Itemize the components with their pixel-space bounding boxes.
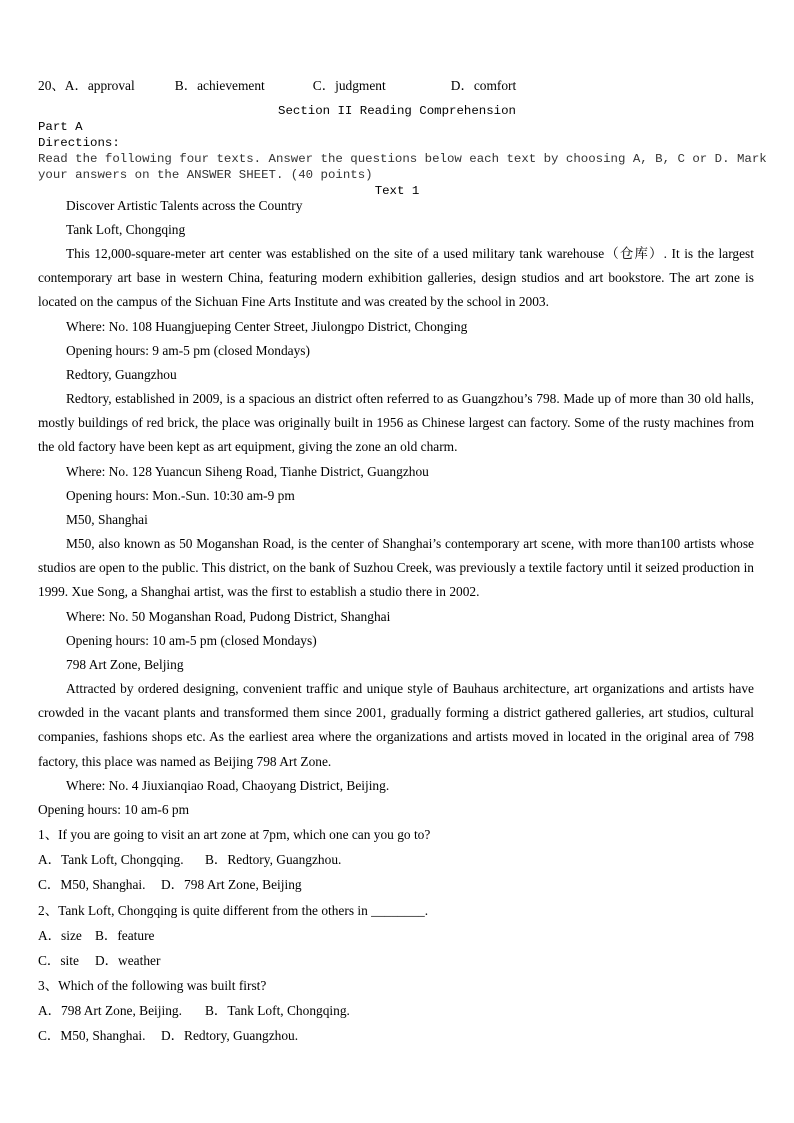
option-b: B．Tank Loft, Chongqing. <box>205 1003 350 1018</box>
option-c: C．M50, Shanghai. <box>38 1028 146 1043</box>
question-stem: 2、Tank Loft, Chongqing is quite different from the others in ________. <box>38 903 429 918</box>
option-d: D．Redtory, Guangzhou. <box>161 1028 299 1043</box>
venue-address: Where: No. 50 Moganshan Road, Pudong District, Shanghai <box>66 609 391 624</box>
venue-hours: Opening hours: 10 am-5 pm (closed Mondays) <box>66 633 317 648</box>
question-options-row <box>38 877 302 893</box>
question-stem: 1、If you are going to visit an art zone at 7pm, which one can you go to? <box>38 827 431 842</box>
question-options-row <box>38 1028 298 1044</box>
question-number: 20、 <box>38 78 65 93</box>
section-title: Section II Reading Comprehension <box>278 104 516 118</box>
venue-hours: Opening hours: 9 am-5 pm (closed Mondays) <box>66 343 310 358</box>
option-d: D．comfort <box>450 78 517 93</box>
venue-address: Where: No. 4 Jiuxianqiao Road, Chaoyang District, Beijing. <box>66 778 390 793</box>
option-b: B．achievement <box>174 78 265 93</box>
venue-name: 798 Art Zone, Beljing <box>66 657 184 672</box>
venue-name: M50, Shanghai <box>66 512 148 527</box>
option-d: D．weather <box>95 953 161 968</box>
question-options-row <box>38 928 155 944</box>
venue-description: M50, also known as 50 Moganshan Road, is the center of Shanghai’s contemporary art scene, with more than100 artists whose studios are open to the public. This district, on the bank of Suzhou Creek, was previously a textile factory until it seized production in 1999. Xue Song, a Shanghai artist, was the first to establish a studio there in 2002. <box>38 536 754 600</box>
venue-hours: Opening hours: Mon.-Sun. 10:30 am-9 pm <box>66 488 295 503</box>
venue-name: Tank Loft, Chongqing <box>66 222 186 237</box>
option-c: C．site <box>38 953 79 968</box>
venue-description: This 12,000-square-meter art center was established on the site of a used military tank warehouse（仓库）. It is the largest contemporary art base in western China, featuring modern exhibition galleries, design studios and art bookstore. The art zone is located on the campus of the Sichuan Fine Arts Institute and was created by the school in 2003. <box>38 246 754 310</box>
venue-address: Where: No. 128 Yuancun Siheng Road, Tianhe District, Guangzhou <box>66 464 429 479</box>
option-b: B．Redtory, Guangzhou. <box>205 852 342 867</box>
text-heading: Discover Artistic Talents across the Country <box>66 198 303 213</box>
question-20 <box>38 78 516 94</box>
venue-hours: Opening hours: 10 am-6 pm <box>38 802 189 817</box>
option-c: C．judgment <box>312 78 386 93</box>
option-a: A．798 Art Zone, Beijing. <box>38 1003 182 1018</box>
directions-line-1: Read the following four texts. Answer the questions below each text by choosing A, B, C or D. Mark <box>38 152 767 166</box>
option-a: A．size <box>38 928 82 943</box>
question-options-row <box>38 852 341 868</box>
option-a: A．approval <box>64 78 135 93</box>
venue-name: Redtory, Guangzhou <box>66 367 177 382</box>
venue-description: Attracted by ordered designing, convenient traffic and unique style of Bauhaus architecture, art organizations and artists have crowded in the vacant plants and transformed them since 2001, gradually forming a district gathered galleries, art studios, cultural companies, fashions shops etc. As the earliest area where the organizations and artists moved in located in the original area of 798 factory, this place was named as Beijing 798 Art Zone. <box>38 681 754 769</box>
option-a: A．Tank Loft, Chongqing. <box>38 852 184 867</box>
directions-line-2: your answers on the ANSWER SHEET. (40 points) <box>38 168 373 182</box>
venue-description: Redtory, established in 2009, is a spacious an district often referred to as Guangzhou’s 798. Made up of more than 30 old halls, mostly buildings of red brick, the place was originally built in 1956 as Chinese largest can factory. Some of the rusty machines from the old factory have been kept as art equipment, giving the zone an old charm. <box>38 391 754 455</box>
text-label: Text 1 <box>374 184 420 198</box>
option-c: C．M50, Shanghai. <box>38 877 146 892</box>
venue-address: Where: No. 108 Huangjueping Center Street, Jiulongpo District, Chonging <box>66 319 468 334</box>
question-options-row <box>38 1003 350 1019</box>
part-label: Part A <box>38 120 83 134</box>
question-stem: 3、Which of the following was built first? <box>38 978 267 993</box>
question-options-row <box>38 953 160 969</box>
directions-label: Directions: <box>38 136 120 150</box>
option-b: B．feature <box>95 928 155 943</box>
option-d: D．798 Art Zone, Beijing <box>161 877 302 892</box>
